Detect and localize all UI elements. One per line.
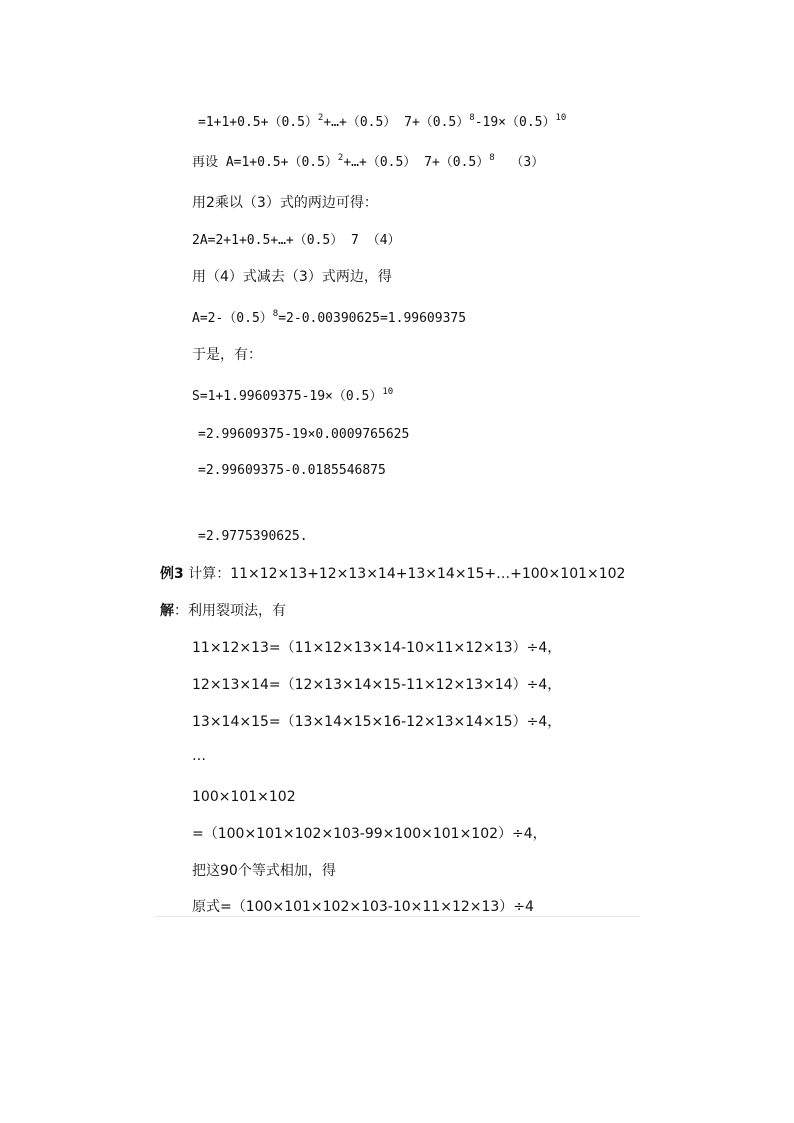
eq2-exp-a: 2 xyxy=(337,153,344,163)
eq8-part-a: S=1+1.99609375-19×（0.5） xyxy=(192,389,383,404)
solution-text: ：利用裂项法，有 xyxy=(174,603,286,619)
equation-line-8 xyxy=(192,388,393,406)
eq1-exp-c: 10 xyxy=(555,113,567,123)
equation-line-10: =2.99609375-0.0185546875 xyxy=(198,463,386,478)
example-3-line xyxy=(160,565,625,583)
equation-line-6 xyxy=(192,310,466,328)
split-term-line-4: 100×101×102 xyxy=(192,789,296,805)
eq1-part-c: -19×（0.5） xyxy=(474,115,556,130)
equation-line-1 xyxy=(198,114,566,132)
equation-line-4: 2A=2+1+0.5+…+（0.5） 7 （4） xyxy=(192,233,401,248)
split-term-line-3: 13×14×15=（13×14×15×16-12×13×14×15）÷4， xyxy=(192,714,562,730)
eq1-part-b: +…+（0.5） 7+（0.5） xyxy=(323,115,470,130)
solution-label: 解 xyxy=(160,603,174,619)
sum-statement-line: 把这90个等式相加，得 xyxy=(192,863,336,879)
ellipsis-line: … xyxy=(192,748,206,764)
equation-line-9: =2.99609375-19×0.0009765625 xyxy=(198,427,410,442)
equation-line-2 xyxy=(192,154,544,172)
split-term-line-2: 12×13×14=（12×13×14×15-11×12×13×14）÷4， xyxy=(192,677,562,693)
eq2-tail: （3） xyxy=(494,155,545,170)
eq1-exp-a: 2 xyxy=(317,113,324,123)
split-term-line-1: 11×12×13=（11×12×13×14-10×11×12×13）÷4， xyxy=(192,640,562,656)
example-3-label: 例3 xyxy=(160,566,184,582)
equation-line-11: =2.9775390625. xyxy=(198,529,308,544)
text-line-3: 用2乘以（3）式的两边可得： xyxy=(192,195,378,211)
eq6-part-a: A=2-（0.5） xyxy=(192,311,273,326)
eq2-part-a: 再设 A=1+0.5+（0.5） xyxy=(192,155,338,170)
solution-line xyxy=(160,602,286,620)
eq8-exp-a: 10 xyxy=(382,387,394,397)
example-3-text: 计算：11×12×13+12×13×14+13×14×15+…+100×101×102 xyxy=(183,566,626,582)
text-line-7: 于是，有： xyxy=(192,347,262,363)
result-line: 原式=（100×101×102×103-10×11×12×13）÷4 xyxy=(192,899,534,915)
eq6-tail: =2-0.00390625=1.99609375 xyxy=(278,311,467,326)
eq1-exp-b: 8 xyxy=(469,113,475,123)
bottom-divider xyxy=(155,916,640,917)
eq2-exp-b: 8 xyxy=(489,153,495,163)
eq6-exp-a: 8 xyxy=(272,309,279,319)
eq1-part-a: =1+1+0.5+（0.5） xyxy=(198,115,318,130)
split-term-line-5: =（100×101×102×103-99×100×101×102）÷4， xyxy=(192,826,547,842)
eq2-part-b: +…+（0.5） 7+（0.5） xyxy=(343,155,490,170)
text-line-5: 用（4）式减去（3）式两边，得 xyxy=(192,269,392,285)
